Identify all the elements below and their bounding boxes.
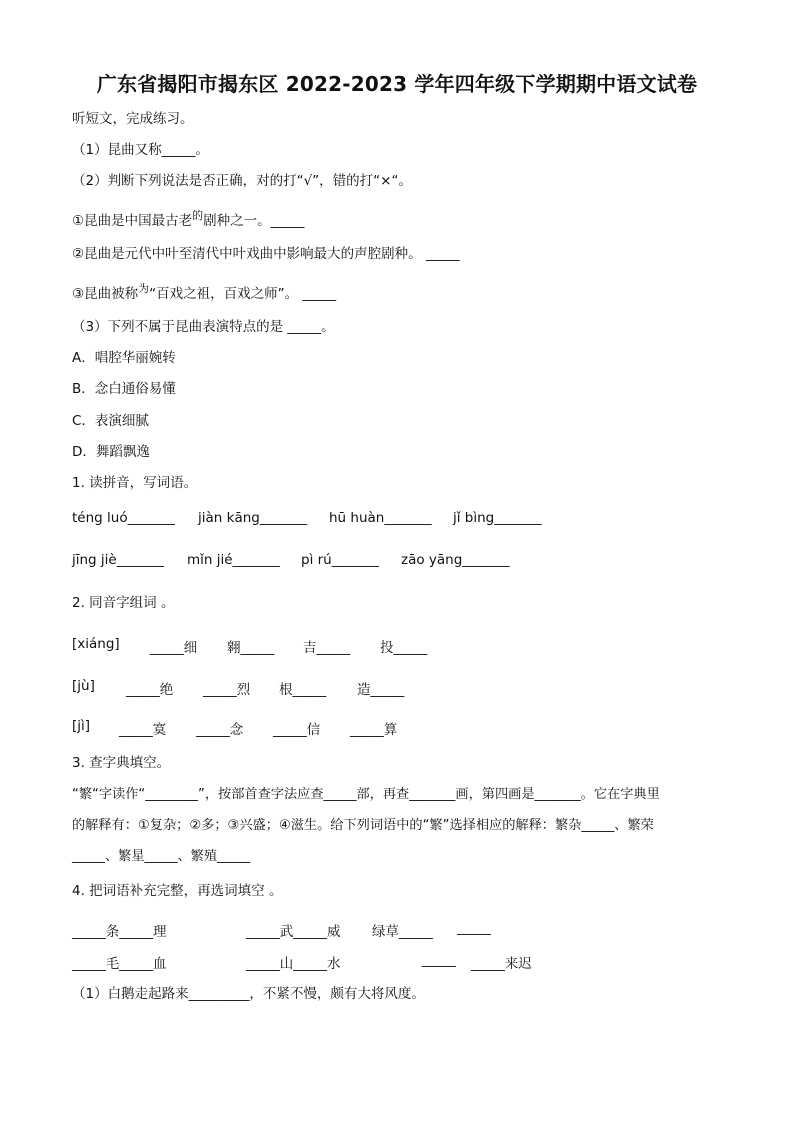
pinyin-item: pì rú_______: [301, 552, 379, 568]
idiom-blank: _____来迟: [471, 956, 532, 972]
pinyin-item: jiàn kāng_______: [198, 510, 308, 526]
word-blank: 吉_____: [303, 640, 351, 656]
listen-question-1: （1）昆曲又称_____。: [72, 142, 209, 158]
idiom-blank: _____毛_____血: [72, 956, 167, 972]
section-2-heading: 2. 同音字组词 。: [72, 595, 175, 611]
pinyin-label: [jù]: [72, 678, 95, 694]
word-blank: _____念: [196, 722, 244, 738]
word-blank: _____绝: [126, 682, 174, 698]
listen-question-2: （2）判断下列说法是否正确，对的打“√”，错的打“×“。: [72, 173, 412, 189]
word-blank: 造_____: [357, 682, 405, 698]
judge-statement-1: [72, 209, 305, 231]
section-4-heading: 4. 把词语补充完整，再选词填空 。: [72, 883, 283, 899]
word-blank: _____寞: [119, 722, 167, 738]
option-b: B．念白通俗易懂: [72, 381, 176, 397]
word-blank: 翱_____: [227, 640, 275, 656]
listen-intro: 听短文，完成练习。: [72, 111, 194, 127]
word-blank: _____烈: [203, 682, 251, 698]
judge-statement-3: [72, 282, 337, 304]
pinyin-item: jǐ bìng_______: [453, 510, 542, 526]
idiom-blank: _____山_____水: [246, 956, 341, 972]
option-d: D．舞蹈飘逸: [72, 444, 150, 460]
section-3-heading: 3. 查字典填空。: [72, 755, 171, 771]
word-blank: 根_____: [279, 682, 327, 698]
listen-question-3: （3）下列不属于昆曲表演特点的是 _____。: [72, 319, 335, 335]
pinyin-label: [xiáng]: [72, 636, 120, 652]
pinyin-item: hū huàn_______: [329, 510, 432, 526]
dictionary-paragraph-line-3: _____、繁星_____、繁殖_____: [72, 849, 251, 864]
dictionary-paragraph-line-2: 的解释有：①复杂；②多；③兴盛；④滋生。给下列词语中的“繁”选择相应的解释：繁杂_____、繁荣: [72, 818, 654, 833]
pinyin-label: [jì]: [72, 718, 91, 734]
judge-statement-3-part-c: “百戏之祖，百戏之师”。 _____: [149, 286, 337, 302]
dictionary-paragraph-line-1: “繁“字读作“________”，按部首查字法应查_____部，再查_______画，第四画是_______。它在字典里: [72, 787, 660, 802]
word-blank: _____算: [350, 722, 398, 738]
word-blank: 投_____: [380, 640, 428, 656]
idiom-blank: _____: [457, 920, 491, 936]
judge-statement-1-part-b: 的: [192, 209, 204, 222]
idiom-blank: 绿草_____: [372, 924, 433, 940]
idiom-blank: _____: [422, 952, 456, 968]
option-c: C．表演细腻: [72, 413, 149, 429]
judge-statement-2: ②昆曲是元代中叶至清代中叶戏曲中影响最大的声腔剧种。 _____: [72, 246, 460, 262]
judge-statement-1-part-c: 剧种之一。_____: [203, 213, 305, 229]
pinyin-item: zāo yāng_______: [401, 552, 510, 568]
page-title: 广东省揭阳市揭东区 2022-2023 学年四年级下学期期中语文试卷: [96, 72, 698, 96]
word-blank: _____细: [150, 640, 198, 656]
judge-statement-1-part-a: ①昆曲是中国最古老: [72, 213, 193, 229]
option-a: A．唱腔华丽婉转: [72, 350, 176, 366]
pinyin-item: téng luó_______: [72, 510, 175, 526]
idiom-blank: _____条_____理: [72, 924, 167, 940]
judge-statement-3-part-a: ③昆曲被称: [72, 286, 139, 302]
section-1-heading: 1. 读拼音，写词语。: [72, 475, 198, 491]
pinyin-item: mǐn jié_______: [187, 552, 280, 568]
judge-statement-3-part-b: 为: [138, 282, 150, 295]
pinyin-item: jīng jiè_______: [72, 552, 164, 568]
word-blank: _____信: [273, 722, 321, 738]
idiom-blank: _____武_____威: [246, 924, 341, 940]
idiom-question-1: （1）白鹅走起路来_________，不紧不慢，颇有大将风度。: [72, 986, 425, 1002]
